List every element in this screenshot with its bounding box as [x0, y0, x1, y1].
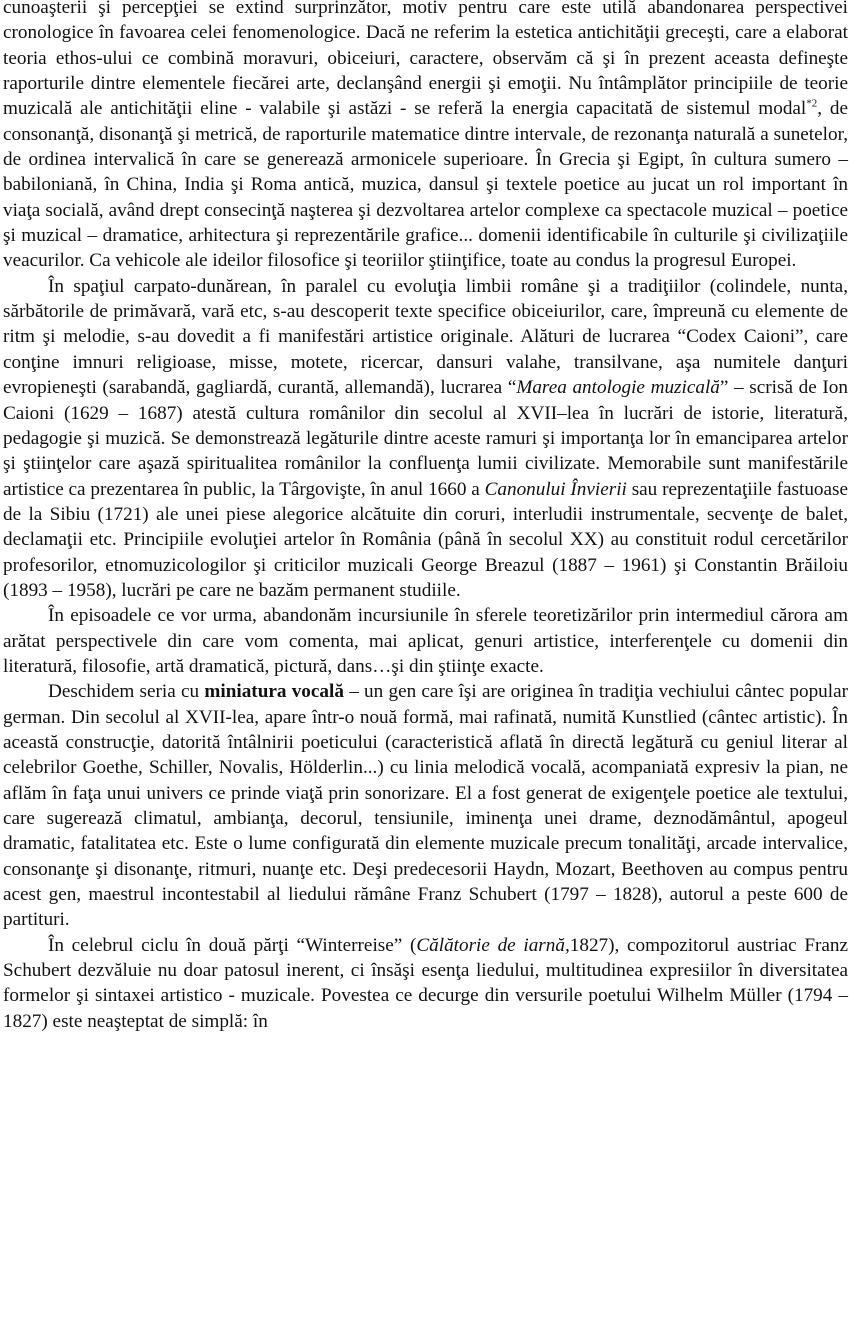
body-paragraph	[3, 933, 848, 1034]
footnote-marker: *2	[806, 97, 818, 110]
text-run: Deschidem seria cu	[48, 681, 205, 703]
text-run: – un gen care îşi are originea în tradiţia vechiului cântec popular german. Din secolul al XVII-lea, apare într-o nouă formă, mai rafinată, numită Kunstlied (cântec artistic). În această construcţie, datorită întâlnirii poeticului (caracteristică aflată în directă legătură cu geniul literar al celebrilor Goethe, Schiller, Novalis, Hölderlin...) cu linia melodică vocală, acompaniată expresiv la pian, ne aflăm în faţa unui univers ce prinde viaţă prin sonorizare. El a fost generat de exigenţele poetice ale textului, care sugerează climatul, ambianţa, decorul, tensiunile, iminenţa unei drame, deznodământul, apogeul dramatic, fatalitatea etc. Este o lume configurată din elemente muzicale precum tonalităţi, arcade intervalice, consonanţe şi disonanţe, ritmuri, nuanţe etc. Deşi predecesorii Haydn, Mozart, Beethoven au compus pentru acest gen, maestrul incontestabil al liedului rămâne Franz Schubert (1797 – 1828), autorul a peste 600 de partituri.	[3, 681, 849, 931]
body-paragraph	[3, 679, 848, 932]
body-paragraph	[3, 0, 848, 274]
text-run: cunoaşterii şi percepţiei se extind surprinzător, motiv pentru care este utilă abandonarea perspectivei cronologice în favoarea celei fenomenologice. Dacă ne referim la estetica antichităţii greceşti, care a elaborat teoria ethos-ului ce combină moravuri, obiceiuri, caractere, observăm că şi în prezent aceasta defineşte raporturile dintre elementele fiecărei arte, declanşând energii şi emoţii. Nu întâmplător principiile de teorie muzicală ale antichităţii eline - valabile şi astăzi - se referă la energia capacitată de sistemul modal	[3, 0, 848, 120]
text-run: ,1827), compozitorul austriac Franz Schubert dezvăluie nu doar patosul inerent, ci însăşi esenţa liedului, multitudinea expresiilor în diversitatea formelor şi sintaxei artistico - muzicale. Povestea ce decurge din versurile poetului Wilhelm Müller (1794 – 1827) este neaşteptat de simplă: în	[3, 934, 849, 1032]
italic-text: Călătorie de iarnă	[416, 934, 565, 956]
body-paragraph	[3, 274, 848, 603]
text-run: În spaţiul carpato-dunărean, în paralel cu evoluţia limbii române şi a tradiţiilor (colindele, nunta, sărbătorile de primăvară, vară etc, s-au descoperit texte specifice obiceiurilor, care, împreună cu elemente de ritm şi melodie, s-au dovedit a fi manifestări artistice originale. Alături de lucrarea “Codex Caioni”, care conţine imnuri religioase, misse, motete, ricercar, dansuri valahe, transilvane, aşa numitele danţuri evropieneşti (sarabandă, gagliardă, curantă, allemandă), lucrarea “	[3, 275, 848, 399]
text-run: sau reprezentaţiile fastuoase de la Sibiu (1721) ale unei piese alegorice alcătuite din coruri, interludii instrumentale, secvenţe de balet, declamaţii etc. Principiile evoluţiei artelor în România (până în secolul XX) au constituit rodul cercetărilor profesorilor, etnomuzicologilor şi criticilor muzicali George Breazul (1887 – 1961) şi Constantin Brăiloiu (1893 – 1958), lucrări pe care ne bazăm permanent studiile.	[3, 478, 848, 601]
bold-text: miniatura vocală	[204, 681, 344, 703]
body-paragraph	[3, 603, 848, 679]
document-page	[3, 0, 848, 1034]
italic-text: Canonului Învierii	[484, 478, 627, 500]
text-run: În episoadele ce vor urma, abandonăm incursiunile în sferele teoretizărilor prin intermediul cărora am arătat perspectivele din care vom comenta, mai aplicat, genuri artistice, interferenţele cu domenii din literatură, filosofie, artă dramatică, pictură, dans…şi din ştiinţe exacte.	[3, 605, 848, 677]
text-run: În celebrul ciclu în două părţi “Winterreise” (	[48, 934, 417, 956]
text-run: ” – scrisă de Ion Caioni (1629 – 1687) atestă cultura românilor din secolul al XVII–lea în lucrări de istorie, literatură, pedagogie şi muzică. Se demonstrează legăturile dintre aceste ramuri şi importanţa lor în emanciparea artelor şi ştiinţelor care aşază spiritualitea românilor la confluenţa lumii civilizate. Memorabile sunt manifestările artistice ca prezentarea în public, la Târgovişte, în anul 1660 a	[3, 377, 848, 500]
text-run: , de consonanţă, disonanţă şi metrică, de raporturile matematice dintre intervale, de rezonanţa naturală a sunetelor, de ordinea intervalică în care se generează armonicele superioare. În Grecia şi Egipt, în cultura sumero – babiloniană, în China, India şi Roma antică, muzica, dansul şi textele poetice au jucat un rol important în viaţa socială, având drept consecinţă naşterea şi dezvoltarea artelor complexe ca spectacole muzical – poetice şi muzical – dramatice, arhitectura şi reprezentările grafice... domenii identificabile în culturile şi civilizaţiile veacurilor. Ca vehicole ale ideilor filosofice şi teoriilor ştiinţifice, toate au condus la progresul Europei.	[3, 98, 848, 272]
italic-text: Marea antologie muzicală	[516, 377, 720, 399]
